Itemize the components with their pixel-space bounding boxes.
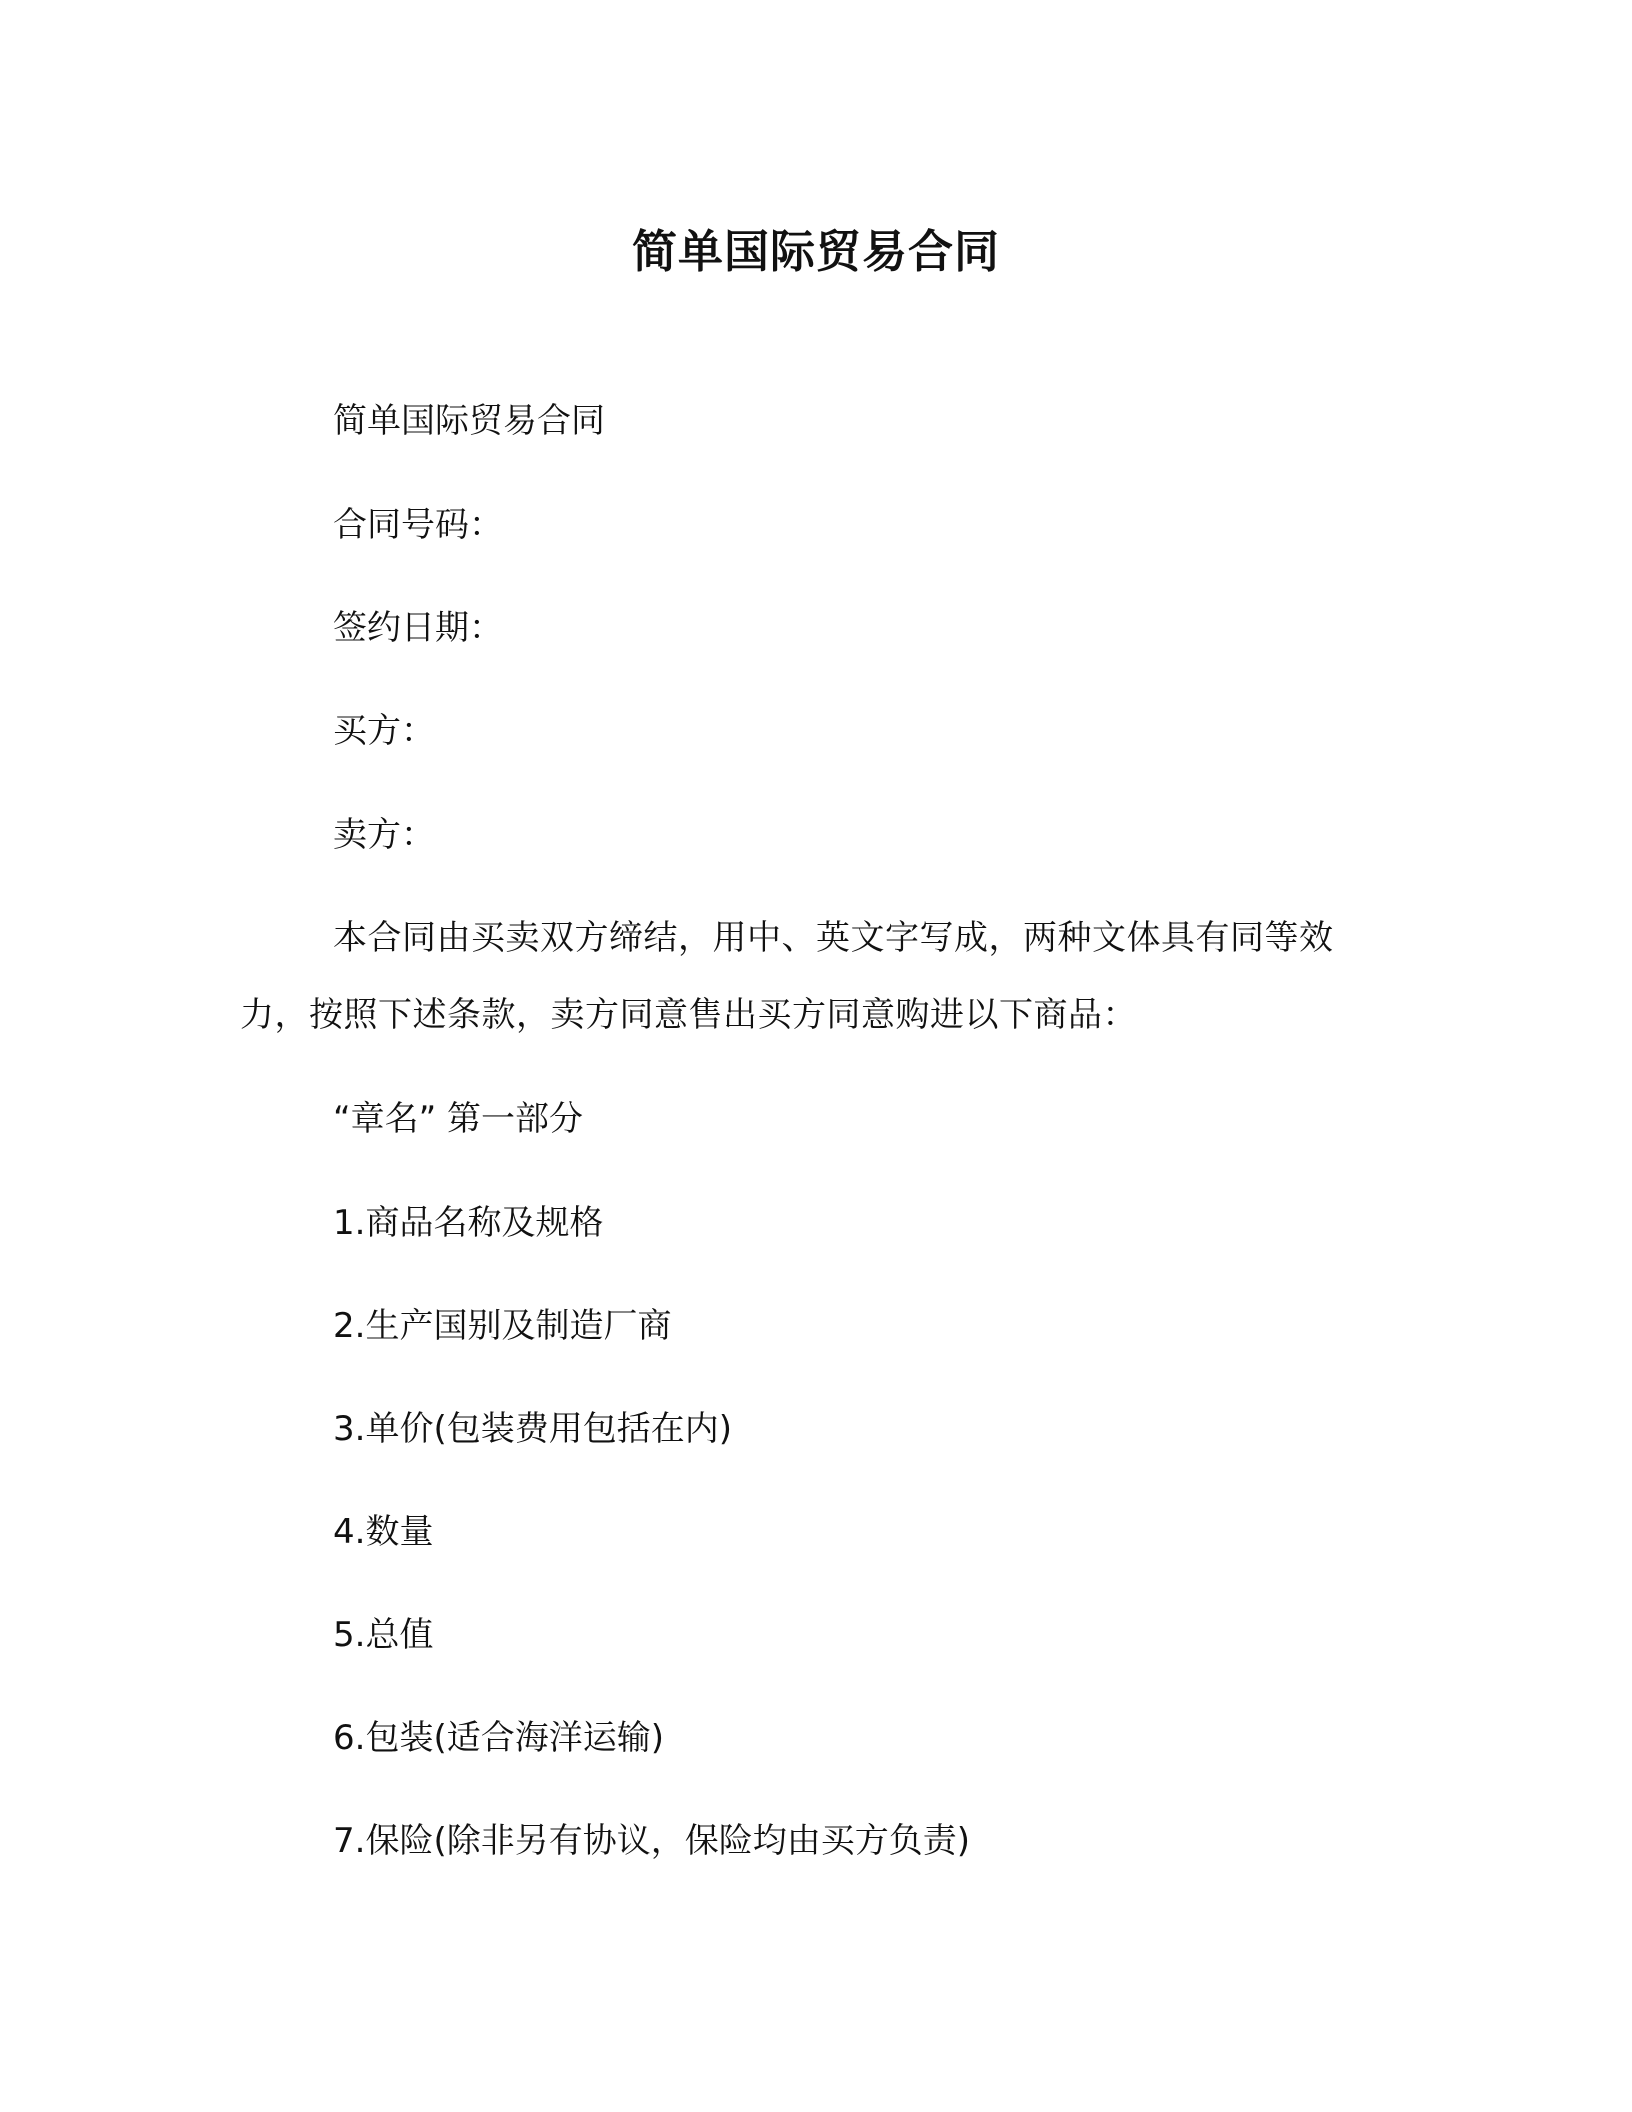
document-title: 简单国际贸易合同 — [631, 225, 1000, 278]
clause-item: 6.包装(适合海洋运输) — [333, 1718, 664, 1758]
clause-item: 7.保险(除非另有协议，保险均由买方负责) — [333, 1821, 970, 1861]
clause-item: 2.生产国别及制造厂商 — [333, 1306, 672, 1346]
clause-item: 1.商品名称及规格 — [333, 1203, 604, 1243]
signing-date-label: 签约日期： — [333, 608, 503, 648]
seller-label: 卖方： — [333, 815, 435, 855]
chapter-heading: “章名” 第一部分 — [333, 1099, 584, 1139]
intro-paragraph: 本合同由买卖双方缔结，用中、英文字写成，两种文体具有同等效力，按照下述条款，卖方同意售出买方同意购进以下商品： — [240, 918, 1334, 1035]
contract-number-label: 合同号码： — [333, 505, 503, 545]
clause-item: 3.单价(包装费用包括在内) — [333, 1409, 732, 1449]
buyer-label: 买方： — [333, 711, 435, 751]
clause-item: 5.总值 — [333, 1615, 434, 1655]
contract-subtitle: 简单国际贸易合同 — [333, 401, 605, 441]
clause-item: 4.数量 — [333, 1512, 434, 1552]
